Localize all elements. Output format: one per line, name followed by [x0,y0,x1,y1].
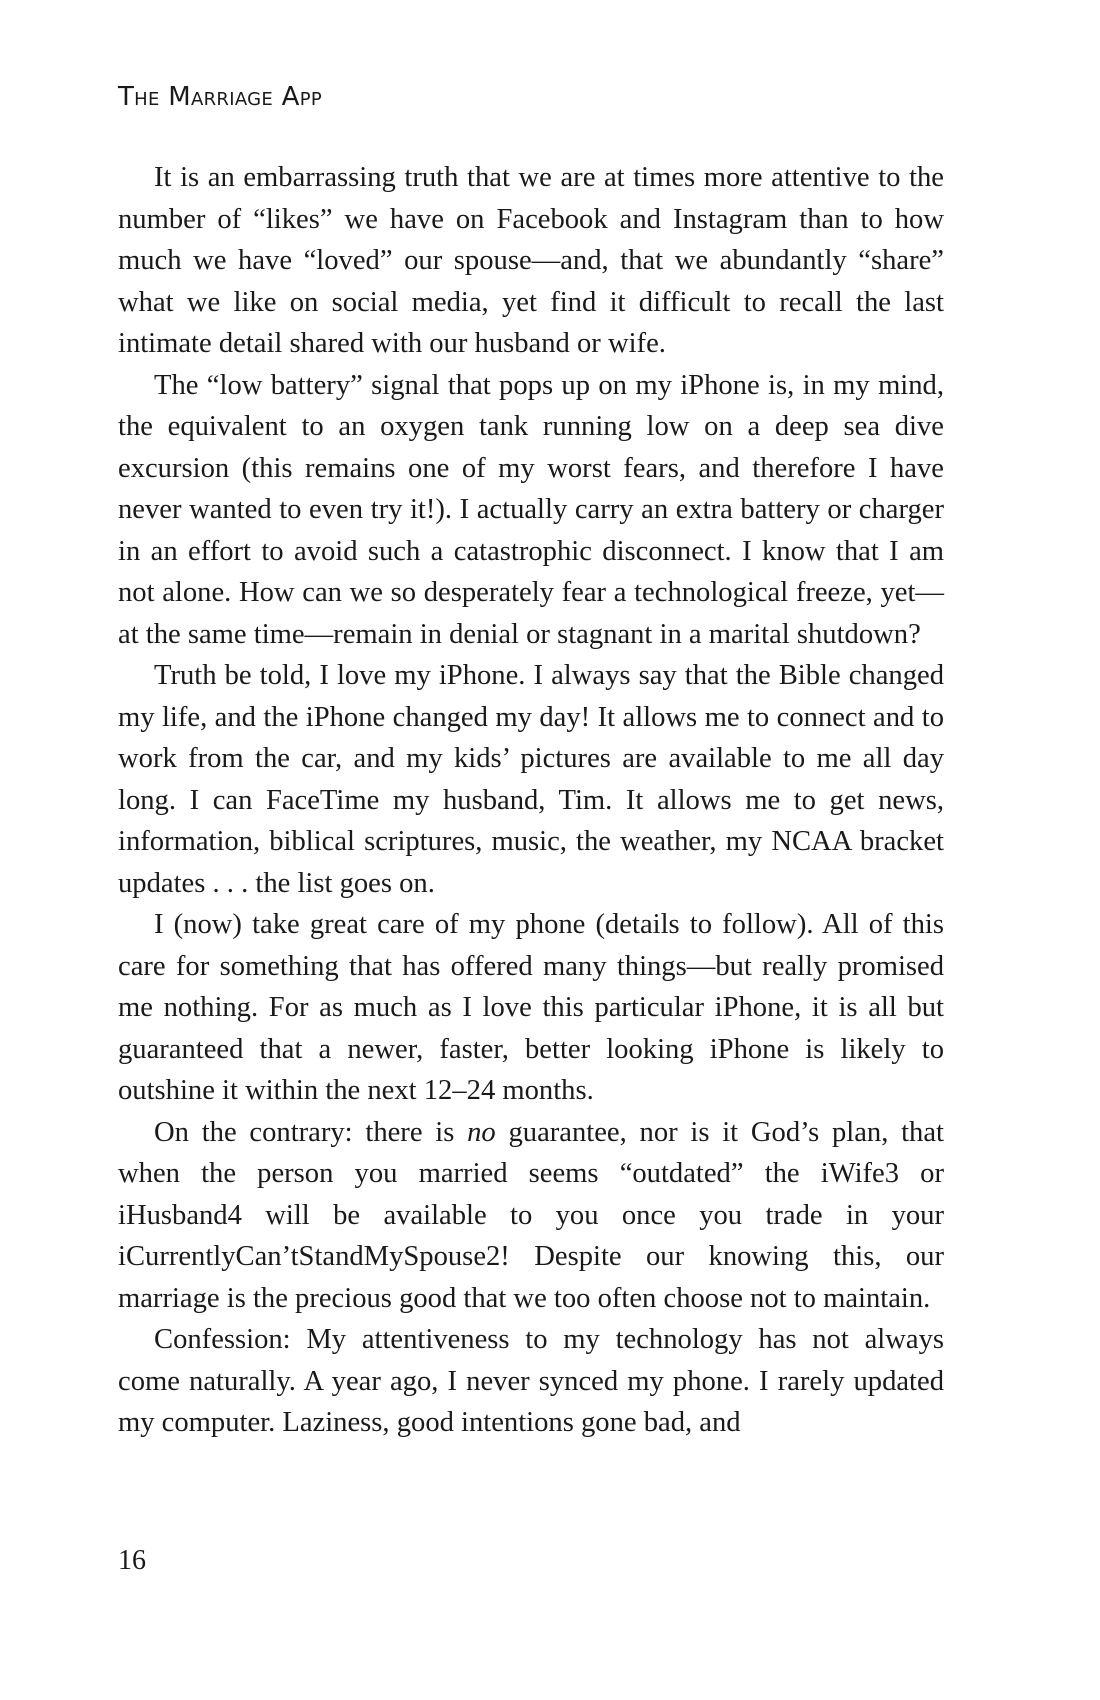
body-text [118,157,944,1444]
paragraph-5-emphasis: no [467,1116,496,1148]
paragraph-2: The “low battery” signal that pops up on my iPhone is, in my mind, the equivalent to an oxygen tank running low on a deep sea dive excursion (this remains one of my worst fears, and therefore I have never wanted to even try it!). I actually carry an extra battery or charger in an effort to avoid such a catastrophic disconnect. I know that I am not alone. How can we so desperately fear a technological freeze, yet—at the same time—remain in denial or stagnant in a marital shutdown? [118,369,944,650]
paragraph-5-after: guarantee, nor is it God’s plan, that when the person you married seems “outdated” the iWife3 or iHusband4 will be available to you once you trade in your iCurrentlyCan’tStandMySpouse2! Despite our knowing this, our marriage is the precious good that we too often choose not to maintain. [118,1116,944,1314]
running-head: The Marriage App [118,82,323,112]
paragraph-4: I (now) take great care of my phone (details to follow). All of this care for something that has offered many things—but really promised me nothing. For as much as I love this particular iPhone, it is all but guaranteed that a newer, faster, better looking iPhone is likely to outshine it within the next 12–24 months. [118,909,944,1106]
paragraph-3: Truth be told, I love my iPhone. I always say that the Bible changed my life, and the iPhone changed my day! It allows me to connect and to work from the car, and my kids’ pictures are available to me all day long. I can FaceTime my husband, Tim. It allows me to get news, information, biblical scriptures, music, the weather, my NCAA bracket updates . . . the list goes on. [118,660,944,899]
paragraph-6: Confession: My attentiveness to my technology has not always come naturally. A year ago, I never synced my phone. I rarely updated my computer. Laziness, good intentions gone bad, and [118,1324,944,1438]
page-number: 16 [118,1545,146,1576]
paragraph-1: It is an embarrassing truth that we are at times more attentive to the number of “likes” we have on Facebook and Instagram than to how much we have “loved” our spouse—and, that we abundantly “share” what we like on social media, yet find it difficult to recall the last intimate detail shared with our husband or wife. [118,162,944,359]
paragraph-5-before: On the contrary: there is [154,1116,468,1148]
paragraph-5 [118,1112,944,1320]
